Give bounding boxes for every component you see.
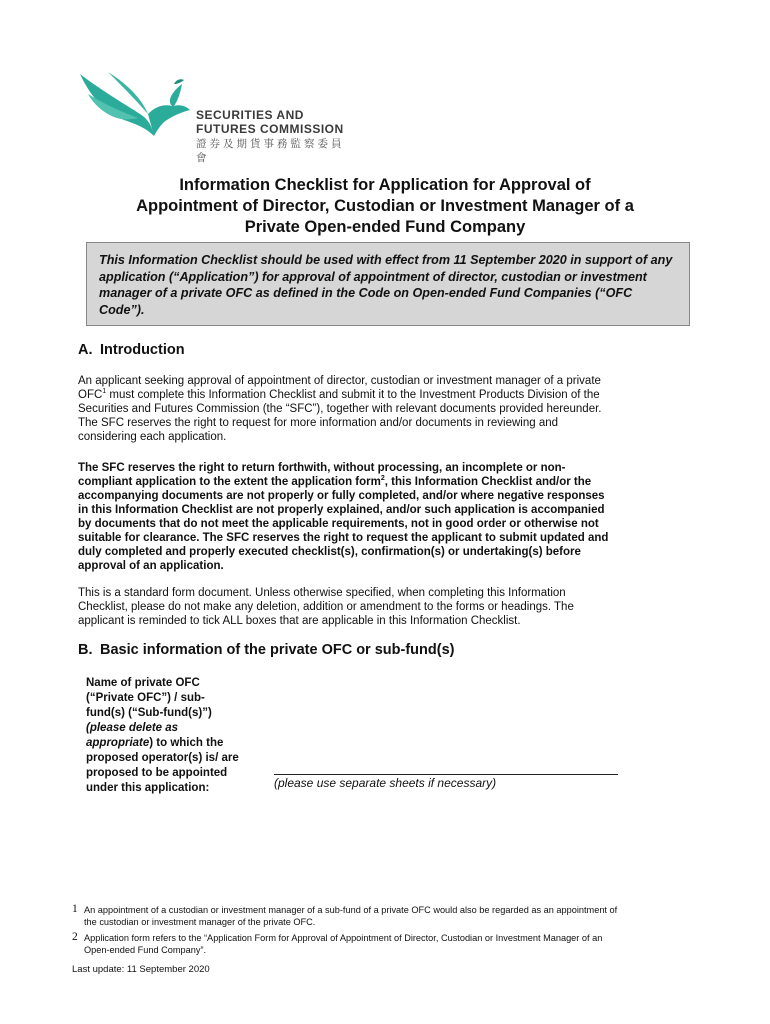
- logo-line-2: FUTURES COMMISSION: [196, 122, 344, 136]
- ofc-name-hint: (please use separate sheets if necessary): [274, 776, 497, 790]
- footnote-1-number: 1: [72, 903, 78, 915]
- section-a-number: A.: [78, 342, 93, 358]
- document-title: [80, 175, 690, 238]
- section-b-number: B.: [78, 642, 93, 658]
- last-update: Last update: 11 September 2020: [72, 964, 210, 975]
- intro-paragraph-1: [78, 374, 682, 444]
- section-b-heading: [78, 642, 454, 658]
- text-line: approval of an application.: [78, 560, 224, 572]
- footnote-ref-1[interactable]: 1: [102, 388, 107, 396]
- effective-date-notice: This Information Checklist should be used with effect from 11 September 2020 in support of any application (“Application”) for approval of appointment of director, custodian or investment manager of a private OFC as defined in the Code on Open-ended Fund Companies (“OFC Code”).: [86, 242, 690, 326]
- text-line: An applicant seeking approval of appointment of director, custodian or investment manager of a private: [78, 375, 601, 387]
- title-line-1: Information Checklist for Application for Approval of: [179, 176, 591, 194]
- label-line: fund(s) (“Sub-fund(s)”): [86, 707, 212, 719]
- label-line: Name of private OFC: [86, 677, 200, 689]
- ofc-name-input[interactable]: [274, 773, 618, 775]
- logo-line-1: SECURITIES AND: [196, 108, 304, 122]
- section-a-heading: [78, 342, 185, 358]
- label-line: proposed to be appointed: [86, 767, 228, 779]
- text-line: Securities and Futures Commission (the “SFC”), together with relevant documents provided hereunder.: [78, 403, 602, 415]
- footnote-2: [72, 932, 692, 956]
- text-line: applicant is reminded to tick ALL boxes that are applicable in this Information Checklist.: [78, 615, 521, 627]
- text-line: compliant application to the extent the application form$^2$, this Information Checklist and/or the: [78, 475, 592, 488]
- sfc-logo: [78, 70, 348, 164]
- footnote-line: Application form refers to the “Application Form for Approval of Appointment of Director, Custodian or Investment Manager of an: [84, 933, 603, 943]
- section-a-title: Introduction: [100, 342, 185, 358]
- intro-paragraph-2: [78, 461, 682, 573]
- section-b-title: Basic information of the private OFC or sub-fund(s): [100, 642, 455, 658]
- ofc-name-field-label: [86, 676, 266, 796]
- eagle-icon: [78, 70, 193, 140]
- label-line: (please delete as: [86, 722, 179, 734]
- intro-paragraph-3: [78, 586, 682, 628]
- text-line: considering each application.: [78, 431, 227, 443]
- text-line: duly completed and properly executed checklist(s), confirmation(s) or undertaking(s) before: [78, 546, 581, 558]
- label-line: proposed operator(s) is/ are: [86, 752, 239, 764]
- label-line: (“Private OFC”) / sub-: [86, 692, 205, 704]
- text-line: suitable for clearance. The SFC reserves the right to request the applicant to submit updated and: [78, 532, 609, 544]
- title-line-2: Appointment of Director, Custodian or Investment Manager of a: [136, 197, 634, 215]
- text-line: Checklist, please do not make any deletion, addition or amendment to the forms or headings. The: [78, 601, 574, 613]
- footnote-ref-2[interactable]: 2: [380, 475, 385, 483]
- title-line-3: Private Open-ended Fund Company: [244, 218, 526, 236]
- footnote-1: [72, 904, 692, 928]
- footnote-line: Open-ended Fund Company”.: [84, 945, 207, 955]
- footnote-line: An appointment of a custodian or investment manager of a sub-fund of a private OFC would also be regarded as an appointment of: [84, 905, 618, 915]
- label-line: appropriate) to which the: [86, 737, 224, 749]
- footnote-2-number: 2: [72, 931, 78, 943]
- text-line: OFC$^1$ must complete this Information Checklist and submit it to the Investment Products Division of the: [78, 388, 600, 401]
- text-line: The SFC reserves the right to request for more information and/or documents in reviewing and: [78, 417, 559, 429]
- footnote-line: the custodian or investment manager of the private OFC.: [84, 917, 316, 927]
- logo-chinese: 證券及期貨事務監察委員會: [196, 138, 345, 164]
- text-line: This is a standard form document. Unless otherwise specified, when completing this Information: [78, 587, 566, 599]
- label-line: under this application:: [86, 782, 210, 794]
- text-line: The SFC reserves the right to return forthwith, without processing, an incomplete or non-: [78, 462, 566, 474]
- text-line: by documents that do not meet the applicable requirements, not in good order or otherwise not: [78, 518, 599, 530]
- text-line: accompanying documents are not properly or fully completed, and/or where negative responses: [78, 490, 605, 502]
- text-line: in this Information Checklist are not properly explained, and/or such application is accompanied: [78, 504, 605, 516]
